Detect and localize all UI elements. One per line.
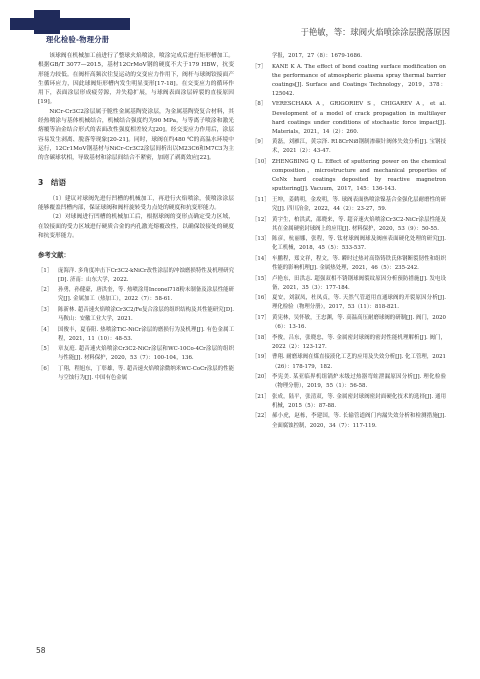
reference-item (38, 306, 234, 324)
reference-item (252, 275, 446, 293)
reference-item (252, 314, 446, 332)
logo-bar-shape (10, 18, 130, 30)
reference-text: 黄宇生，柏洪武，邵晓来，等. 超音速火焰喷涂Cr3C2-NiCr涂层性能及其在金属硬密封球阀上的应用[J]. 材料保护，2020，53（9）：50-55. (272, 216, 446, 232)
reference-item (252, 353, 446, 371)
reference-number: ［22］ (252, 413, 270, 420)
reference-text: 黄磊，刘雁江，黄宗泽. R18CrNi8钢制渗碳针阀体失效分析[J]. 宝钢技术，2021（2）：43-47. (272, 139, 446, 155)
page-number: 58 (36, 646, 46, 655)
reference-text: 孙勇，孙健豪，唐洪奎，等. 热喷涂用Inconel718粉末制备及涂层性能研究[J]. 金属加工（热加工），2022（7）：58-61. (58, 287, 234, 303)
reference-number: ［7］ (252, 63, 267, 70)
reference-number: ［20］ (252, 374, 270, 381)
reference-text: 王坤，姜鹤明，金攻明，等. 球阀表面热喷涂镍基合金强化层耐磨性的研究[J]. 四川冶金，2022，44（2）：23-27，59. (272, 196, 446, 212)
reference-text: 陈新林. 超音速火焰喷涂Cr3C2/Fe复合涂层的组织结构及其性能研究[D]. 马鞍山：安徽工业大学，2021. (58, 307, 234, 323)
reference-text: 李俊，吕东，张晓忠，等. 金属密封球阀的密封性能机理解析[J]. 阀门，2022（2）：123-127. (272, 334, 446, 350)
reference-number: ［10］ (252, 159, 270, 166)
reference-number: ［5］ (38, 346, 53, 353)
journal-logo (10, 8, 130, 44)
reference-text: 章友庭. 超音速火焰喷涂Cr3C2-NiCr涂层和WC-10Co-4Cr涂层的组织与性能[J]. 材料保护，2020，53（7）：100-104，136. (58, 346, 234, 362)
reference-number: ［16］ (252, 295, 270, 302)
reference-number: ［11］ (252, 196, 270, 203)
conclusion-item-2: （2）对球阀进行凹槽的机械加工后，根据球阀的变形点确定受力区域，在铰接面的受力区域进行硬质合金的内孔激光熔覆改性，以确保铰接处的硬度和抗变形能力。 (38, 214, 234, 240)
reference-text: 李宪美. 某亚临界机组锅炉末级过热器弯蛀泄漏原因分析[J]. 理化检验（物理分册），2019，55（1）：56-58. (272, 374, 446, 390)
reference-text: 张成，陆平，张清双，等. 金属密封球阀密封面硬化技术的选择[J]. 通用机械，2015（5）：87-88. (272, 393, 446, 409)
reference-text: 夏安，刘淑凤，杜凤贞，等. 天然气管道用直通球阀的开裂原因分析[J]. 理化检验（物理分册），2017，53（11）：818-821. (272, 295, 446, 311)
reference-number: ［17］ (252, 315, 270, 322)
reference-number: ［8］ (252, 101, 267, 108)
running-head: 于艳敏，等：球阀火焰喷涂涂层脱落原因 (300, 27, 450, 37)
reference-text: 黄宪林，吴怀敏，王忠渊，等. 高温高压耐磨球阀的研制[J]. 阀门，2020（6）：13-16. (272, 315, 446, 331)
reference-number: ［19］ (252, 354, 270, 361)
reference-item (252, 100, 446, 136)
reference-text: ZHENGBING Q L. Effect of sputtering power on the chemical composition，microstructure and mechanical properties of CeNx hard coatings deposited by reactive magnetron sputtering[J]. Vacuum，2017，145：136-143. (272, 159, 446, 193)
reference-number: ［4］ (38, 326, 53, 333)
reference-item (252, 158, 446, 194)
reference-number: ［18］ (252, 334, 270, 341)
left-column (38, 52, 234, 385)
reference-text: 陈彦，杭丽娜，张程，等. 钛材球阀阀球及阀座表面硬化处理的研究[J]. 化工机械，2018，45（5）：533-537. (272, 236, 446, 252)
reference-item (38, 345, 234, 363)
reference-text: 卢艳东，田洪志. 超强双相不锈钢球阀裂纹原因分析预防措施[J]. 发电设备，2021，35（3）：177-184. (272, 275, 446, 291)
reference-item (38, 365, 234, 383)
journal-logo-text: 理化检验-物理分册 (46, 35, 110, 44)
reference-text: 庞海洋. 多角度冲击下Cr3C2-kNiCr改性涂层的冲蚀磨损特性及机理研究[D]. 济南：山东大学，2022. (58, 267, 234, 283)
reference-item (38, 326, 234, 344)
reference-item (252, 294, 446, 312)
reference-text: VERESCHAKA A，GRIGORIEV S，CHIGAREV A，et al. Development of a model of crack propagation in multilayer hard coatings under conditions of stochastic force impact[J]. Materials，2021，14（2）：260. (272, 101, 446, 135)
reference-text: 丁翔，程旭东，丁彰雄，等. 超音速火焰喷涂微纳米WC-CoCr涂层的性能与空蚀行为[J]. 中国有色金属 (58, 366, 234, 382)
reference-text: 车鹏程，郑文祥，程文，等. 瞬时过热对高铬铸铁氏体钢断裂韧性和组织性能的影响机理[J]. 金属热处理，2021，46（5）：235-242. (272, 255, 446, 272)
reference-number: ［2］ (38, 287, 53, 294)
reference-item (252, 393, 446, 411)
reference-continuation: 学报，2017，27（8）：1679-1686. (272, 53, 363, 59)
reference-number: ［6］ (38, 366, 53, 373)
reference-item (252, 334, 446, 352)
reference-number: ［9］ (252, 139, 267, 146)
reference-item (252, 235, 446, 253)
reference-text: 曹翔. 耐磨球阀在煤直接液化工艺的应用及失效分析[J]. 化工管理，2021（26）：178-179，182. (272, 354, 446, 370)
reference-number: ［14］ (252, 255, 270, 262)
reference-item (252, 255, 446, 273)
reference-item (38, 286, 234, 304)
body-paragraph-1: 该球阀在机械加工前进行了整球火焰喷涂，喷涂完成后进行矩形槽加工。根据GB/T 3077—2015，基材12CrMoV钢的硬度不大于179 HBW，抗变形能力较低。在阀杆高频次往复运动的交变应力作用下，阀杆与球阀铰接面产生循环应力，因此球阀矩形槽内发生明显变形[17-18]。在交变应力的循环作用下，表面涂层形成疲劳源，并失稳扩展，与球阀表面涂层碎裂的直接原因[19]。 (38, 53, 234, 106)
reference-item (252, 216, 446, 234)
reference-list-left (38, 267, 234, 384)
reference-text: 国俊丰，夏春阳. 热喷涂TiC-NiCr涂层的磨损行为及机理[J]. 有色金属工程，2021，11（10）：48-53. (58, 326, 234, 342)
right-column (252, 52, 446, 432)
reference-number: ［1］ (38, 267, 53, 274)
reference-number: ［3］ (38, 307, 53, 314)
reference-number: ［13］ (252, 236, 270, 243)
reference-item (252, 63, 446, 99)
logo-block-shape (34, 10, 60, 34)
reference-number: ［15］ (252, 275, 270, 282)
reference-text: KANE K A. The effect of bond coating surface modification on the performance of atmospheric plasma spray thermal barrier coatings[J]. Surface and Coatings Technology，2019，378：125042. (272, 63, 446, 97)
section-heading-conclusion: 3 结语 (38, 177, 67, 187)
reference-number: ［12］ (252, 216, 270, 223)
page-header (0, 0, 480, 44)
reference-item (252, 138, 446, 156)
references-heading: 参考文献： (38, 251, 70, 260)
reference-text: 郝小虎，赵栋，李建国，等. 长输管道阀门内漏失效分析和检测措施[J]. 全面腐蚀控制，2020，34（7）：117-119. (272, 413, 446, 429)
reference-item (252, 373, 446, 391)
reference-item (252, 196, 446, 214)
conclusion-item-1: （1）建议对球阀先进行凹槽的机械加工，再进行火焰喷涂，使喷涂涂层能够覆盖凹槽内部，保证球阀和阀杆旋转受力点处的硬度和抗变形能力。 (38, 195, 234, 212)
reference-number: ［21］ (252, 393, 270, 400)
body-paragraph-2: NiCr-Cr3C2涂层属于脆性金属基陶瓷涂层，为金属基陶瓷复合材料，其经热喷涂与基体机械结合，机械结合强度约为90 MPa，与等离子喷涂和激光熔覆等冶金结合形式的表面改性强度相差较大[20]。经交变应力作用后，涂层容易发生剥离、脱落等现象[20-21]。同时，球阀在约480 ℃的高温水环境中运行，12Cr1MoV钢基材与NiCr-Cr3C2涂层间析出以M23C6和M7C3为主的含碳球状相，导致基材和涂层间结合不紧密，加剧了剥离效应[22]。 (38, 108, 234, 162)
reference-item (38, 267, 234, 285)
reference-item (252, 412, 446, 430)
reference-list-right (252, 63, 446, 431)
